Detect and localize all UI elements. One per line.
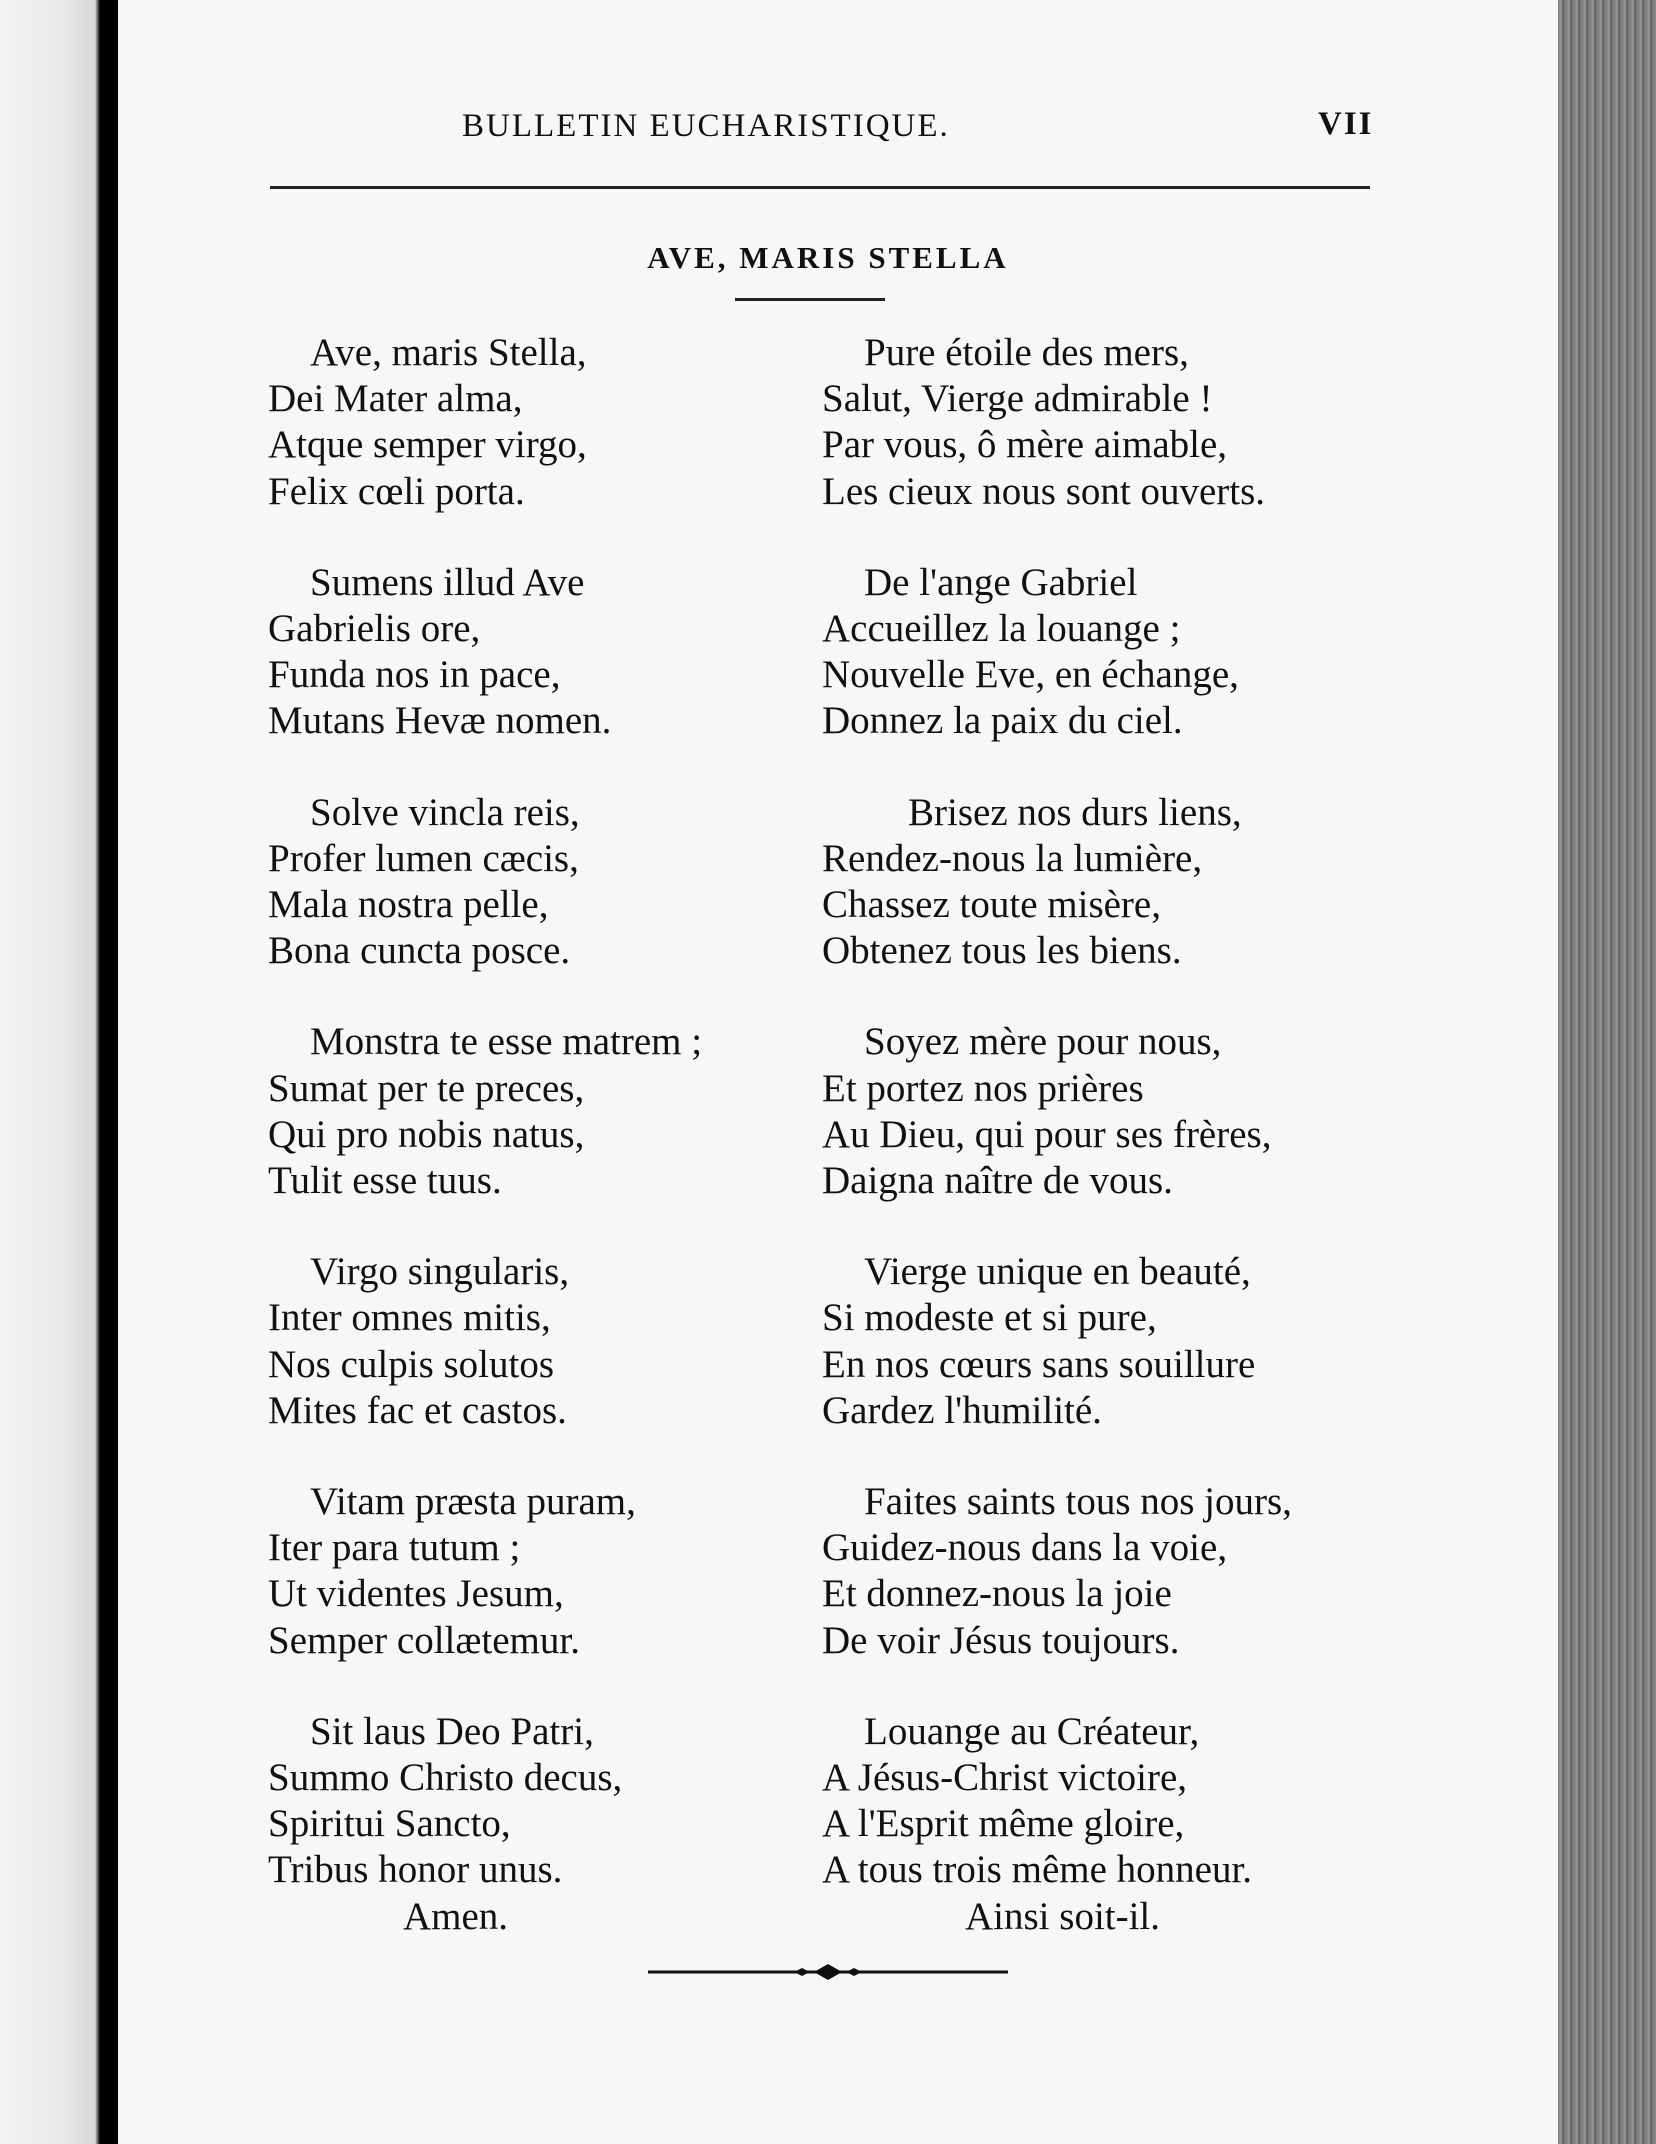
verse-line: Salut, Vierge admirable ! <box>822 377 1213 421</box>
verse-line: Vierge unique en beauté, <box>864 1250 1251 1294</box>
latin-stanza <box>268 1249 702 1434</box>
latin-stanza <box>268 560 702 745</box>
verse-line: Si modeste et si pure, <box>822 1296 1157 1340</box>
verse-line: A Jésus-Christ victoire, <box>822 1756 1188 1800</box>
french-stanza <box>822 1019 1292 1204</box>
verse-line: A l'Esprit même gloire, <box>822 1802 1185 1846</box>
latin-column <box>268 330 702 1985</box>
verse-line: Obtenez tous les biens. <box>822 929 1182 973</box>
verse-line: Vitam præsta puram, <box>310 1480 636 1524</box>
french-stanza <box>822 560 1292 745</box>
french-column <box>822 330 1292 1985</box>
running-title: BULLETIN EUCHARISTIQUE. <box>462 108 950 144</box>
verse-line: Tribus honor unus. <box>268 1848 563 1892</box>
header-rule <box>270 186 1370 189</box>
verse-line: Par vous, ô mère aimable, <box>822 423 1228 467</box>
verse-line: Nouvelle Eve, en échange, <box>822 653 1239 697</box>
verse-line: Atque semper virgo, <box>268 423 587 467</box>
latin-stanza <box>268 1019 702 1204</box>
verse-line: En nos cœurs sans souillure <box>822 1342 1256 1386</box>
verse-line: Ave, maris Stella, <box>310 331 587 374</box>
verse-line: Virgo singularis, <box>310 1250 570 1294</box>
french-stanza <box>822 1479 1292 1664</box>
latin-stanza <box>268 790 702 975</box>
verse-line: Mites fac et castos. <box>268 1388 567 1432</box>
verse-line: De voir Jésus toujours. <box>822 1618 1180 1662</box>
verse-line: Daigna naître de vous. <box>822 1159 1173 1203</box>
verse-line: Iter para tutum ; <box>268 1526 521 1570</box>
latin-stanza <box>268 330 702 515</box>
verse-line: Rendez-nous la lumière, <box>822 836 1203 880</box>
verse-line: Soyez mère pour nous, <box>864 1020 1222 1064</box>
verse-line: Sumens illud Ave <box>310 560 585 604</box>
verse-line: Les cieux nous sont ouverts. <box>822 469 1266 513</box>
verse-line: Chassez toute misère, <box>822 883 1161 927</box>
verse-line: Pure étoile des mers, <box>864 331 1189 374</box>
page-number: VII <box>1318 106 1374 142</box>
verse-line: Sit laus Deo Patri, <box>310 1709 594 1753</box>
verse-line: Brisez nos durs liens, <box>908 790 1242 834</box>
french-stanza <box>822 330 1292 515</box>
page-stack-edge <box>1558 0 1656 2144</box>
verse-line: Donnez la paix du ciel. <box>822 699 1183 743</box>
latin-stanza <box>268 1709 702 1940</box>
verse-line: Bona cuncta posce. <box>268 929 571 973</box>
verse-line: Solve vincla reis, <box>310 790 580 834</box>
verse-line: Semper collætemur. <box>268 1618 580 1662</box>
verse-line: Sumat per te preces, <box>268 1066 585 1110</box>
verse-line: Spiritui Sancto, <box>268 1802 511 1846</box>
verse-line: Louange au Créateur, <box>864 1709 1200 1753</box>
verse-line: A tous trois même honneur. <box>822 1848 1253 1892</box>
verse-line: Guidez-nous dans la voie, <box>822 1526 1228 1570</box>
verse-line: Qui pro nobis natus, <box>268 1112 585 1156</box>
verse-line: Gabrielis ore, <box>268 607 481 651</box>
verse-line: Mutans Hevæ nomen. <box>268 699 612 743</box>
adjacent-page-edge <box>0 0 118 2144</box>
verse-line: Summo Christo decus, <box>268 1756 623 1800</box>
verse-line: Gardez l'humilité. <box>822 1388 1102 1432</box>
french-stanza <box>822 790 1292 975</box>
verse-line: Profer lumen cæcis, <box>268 836 579 880</box>
verse-line: Mala nostra pelle, <box>268 883 549 927</box>
verse-line: Et portez nos prières <box>822 1066 1144 1110</box>
verse-line: Dei Mater alma, <box>268 377 523 421</box>
verse-line: Monstra te esse matrem ; <box>310 1020 703 1064</box>
verse-line: De l'ange Gabriel <box>864 560 1138 604</box>
verse-line: Nos culpis solutos <box>268 1342 555 1386</box>
title-rule <box>735 298 885 301</box>
amen-line: Ainsi soit-il. <box>965 1894 1161 1938</box>
amen-line: Amen. <box>403 1894 509 1938</box>
verse-line: Funda nos in pace, <box>268 653 561 697</box>
verse-line: Faites saints tous nos jours, <box>864 1480 1292 1524</box>
verse-line: Felix cœli porta. <box>268 469 525 513</box>
verse-line: Au Dieu, qui pour ses frères, <box>822 1112 1272 1156</box>
verse-line: Ut videntes Jesum, <box>268 1572 564 1616</box>
verse-line: Et donnez-nous la joie <box>822 1572 1172 1616</box>
french-stanza <box>822 1709 1292 1940</box>
hymn-title: AVE, MARIS STELLA <box>647 240 1009 275</box>
latin-stanza <box>268 1479 702 1664</box>
verse-line: Inter omnes mitis, <box>268 1296 551 1340</box>
verse-line: Accueillez la louange ; <box>822 607 1181 651</box>
diamond-ornament-icon <box>648 1960 1008 1984</box>
verse-line: Tulit esse tuus. <box>268 1159 502 1203</box>
french-stanza <box>822 1249 1292 1434</box>
